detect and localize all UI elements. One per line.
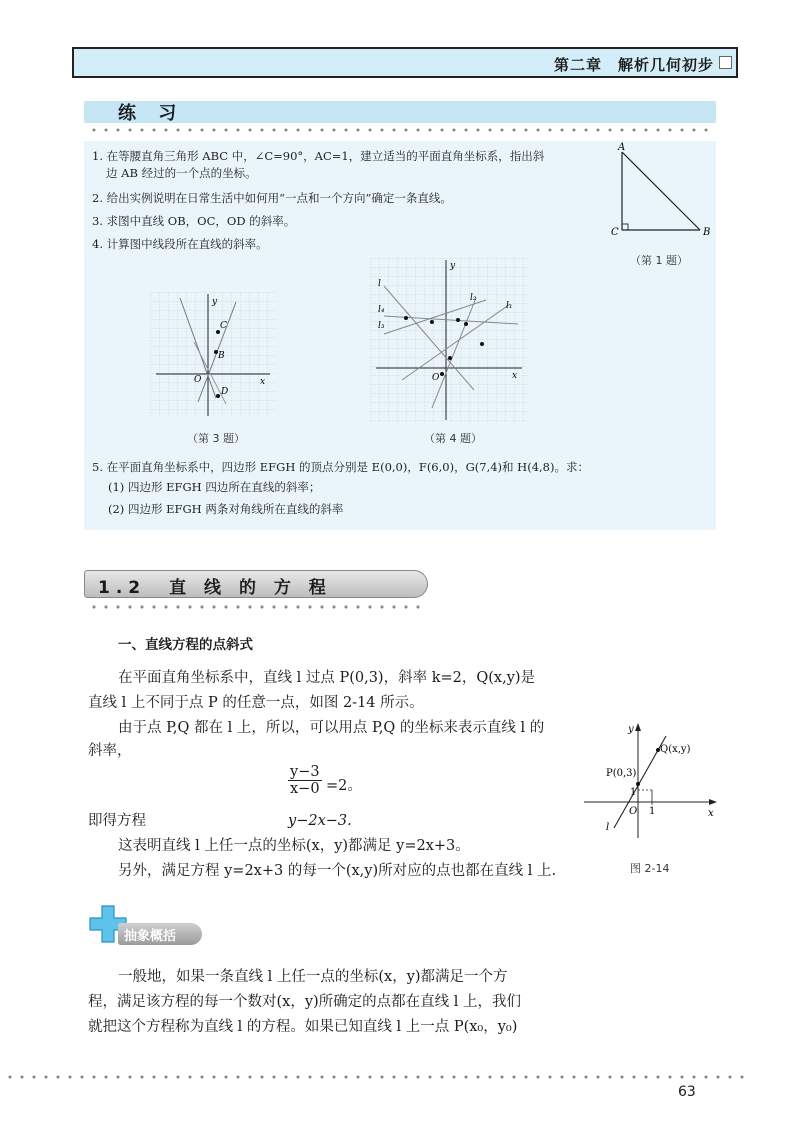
paragraph-line: 直线 l 上不同于点 P 的任意一点，如图 2-14 所示。 [88, 695, 424, 711]
section-dotted-divider [88, 604, 428, 610]
fig4-point [404, 316, 408, 320]
fig4-point [456, 318, 460, 322]
fig214-caption: 图 2-14 [630, 862, 670, 875]
figure-problem-3 [150, 292, 276, 420]
point-p [636, 782, 640, 786]
fig4-point [448, 356, 452, 360]
paragraph-line: 就把这个方程称为直线 l 的方程。如果已知直线 l 上一点 P(x₀，y₀) [88, 1019, 518, 1035]
figure-2-14 [580, 718, 720, 844]
fig4-l3-label: l₃ [378, 321, 385, 331]
fig4-point [440, 372, 444, 376]
figure-problem-4 [370, 258, 528, 424]
paragraph-line: 这表明直线 l 上任一点的坐标(x，y)都满足 y=2x+3。 [118, 838, 470, 854]
exercise-item-5-part-1: (1) 四边形 EFGH 四边所在直线的斜率； [108, 480, 321, 494]
page-number: 63 [678, 1084, 696, 1100]
point-d [216, 394, 220, 398]
figure-triangle [600, 140, 715, 270]
dotted-divider [88, 127, 716, 133]
footer-dotted-divider [4, 1074, 744, 1080]
slope-fraction [288, 764, 322, 797]
fraction-denominator: x−0 [290, 781, 320, 797]
paragraph-line: 斜率， [88, 743, 132, 759]
paragraph-line: 由于点 P,Q 都在 l 上，所以，可以用点 P,Q 的坐标来表示直线 l 的 [118, 720, 545, 736]
fig4-l-label: l [378, 279, 381, 289]
exercise-item-2: 2. 给出实例说明在日常生活中如何用“一点和一个方向”确定一条直线。 [92, 191, 452, 205]
exercise-item-1-cont: 边 AB 经过的一个点的坐标。 [106, 166, 257, 180]
exercise-item-5: 5. 在平面直角坐标系中，四边形 EFGH 的顶点分别是 E(0,0)，F(6,0)，G(7,4)和 H(4,8)。求： [92, 460, 589, 474]
exercise-item-3: 3. 求图中直线 OB，OC，OD 的斜率。 [92, 214, 296, 228]
fig214-origin-label: O [629, 806, 638, 817]
fig3-b-label: B [218, 351, 225, 361]
fig4-l2-label: l₂ [470, 293, 477, 303]
equation: y−2x−3. [288, 813, 352, 829]
fraction-numerator: y−3 [290, 764, 320, 780]
fig214-x-arrow [709, 799, 717, 805]
fig3-x-label: x [260, 377, 266, 387]
vertex-b-label: B [703, 227, 711, 238]
fig3-c-label: C [220, 321, 227, 331]
fig3-caption: （第 3 题） [187, 432, 245, 445]
fig3-y-label: y [212, 297, 218, 307]
header-square-mark [719, 56, 732, 69]
right-angle-mark [622, 224, 628, 230]
fig214-y-label: y [628, 724, 634, 735]
paragraph-line: 另外，满足方程 y=2x+3 的每一个(x,y)所对应的点也都在直线 l 上. [118, 863, 557, 879]
fig4-l4-label: l₄ [378, 305, 385, 315]
fig4-l1-label: l₁ [506, 301, 513, 311]
fig4-y-label: y [450, 261, 456, 271]
chapter-header-bar [72, 47, 738, 78]
fig4-x-label: x [512, 371, 518, 381]
triangle-side-ab [622, 152, 700, 230]
paragraph-line: 在平面直角坐标系中，直线 l 过点 P(0,3)，斜率 k=2，Q(x,y)是 [118, 670, 536, 686]
fig4-point [480, 342, 484, 346]
fig214-q-label: Q(x,y) [660, 744, 691, 755]
section-title: 1.2 直 线 的 方 程 [98, 578, 332, 598]
vertex-a-label: A [618, 142, 626, 153]
fig4-origin-label: O [432, 373, 440, 383]
fig3-origin-label: O [194, 375, 202, 385]
paragraph-line: 程，满足该方程的每一个数对(x，y)所确定的点都在直线 l 上，我们 [88, 994, 522, 1010]
fig3-d-label: D [221, 387, 229, 397]
fig214-one-y-label: 1 [630, 787, 637, 798]
abstract-label: 抽象概括 [124, 929, 177, 944]
equation-label: 即得方程 [88, 813, 146, 829]
fig4-point [464, 322, 468, 326]
exercise-item-1: 1. 在等腰直角三角形 ABC 中，∠C=90°，AC=1，建立适当的平面直角坐标系，指出斜 [92, 149, 545, 163]
fig214-l-label: l [606, 822, 610, 833]
fig1-caption: （第 1 题） [630, 254, 688, 267]
fig214-y-arrow [635, 723, 641, 731]
fig4-caption: （第 4 题） [424, 432, 482, 445]
chapter-title: 第二章 解析几何初步 [553, 56, 714, 74]
fig214-p-label: P(0,3) [606, 768, 637, 779]
subheading: 一、直线方程的点斜式 [118, 637, 253, 653]
fig4-point [430, 320, 434, 324]
exercise-title: 练 习 [118, 103, 185, 124]
exercise-item-4: 4. 计算图中线段所在直线的斜率。 [92, 237, 268, 251]
vertex-c-label: C [611, 227, 619, 238]
fig214-x-label: x [708, 808, 714, 819]
exercise-item-5-part-2: (2) 四边形 EFGH 两条对角线所在直线的斜率 [108, 502, 344, 516]
paragraph-line: 一般地，如果一条直线 l 上任一点的坐标(x，y)都满足一个方 [118, 969, 508, 985]
fig214-one-x-label: 1 [649, 806, 656, 817]
fraction-rhs: =2。 [326, 778, 362, 794]
